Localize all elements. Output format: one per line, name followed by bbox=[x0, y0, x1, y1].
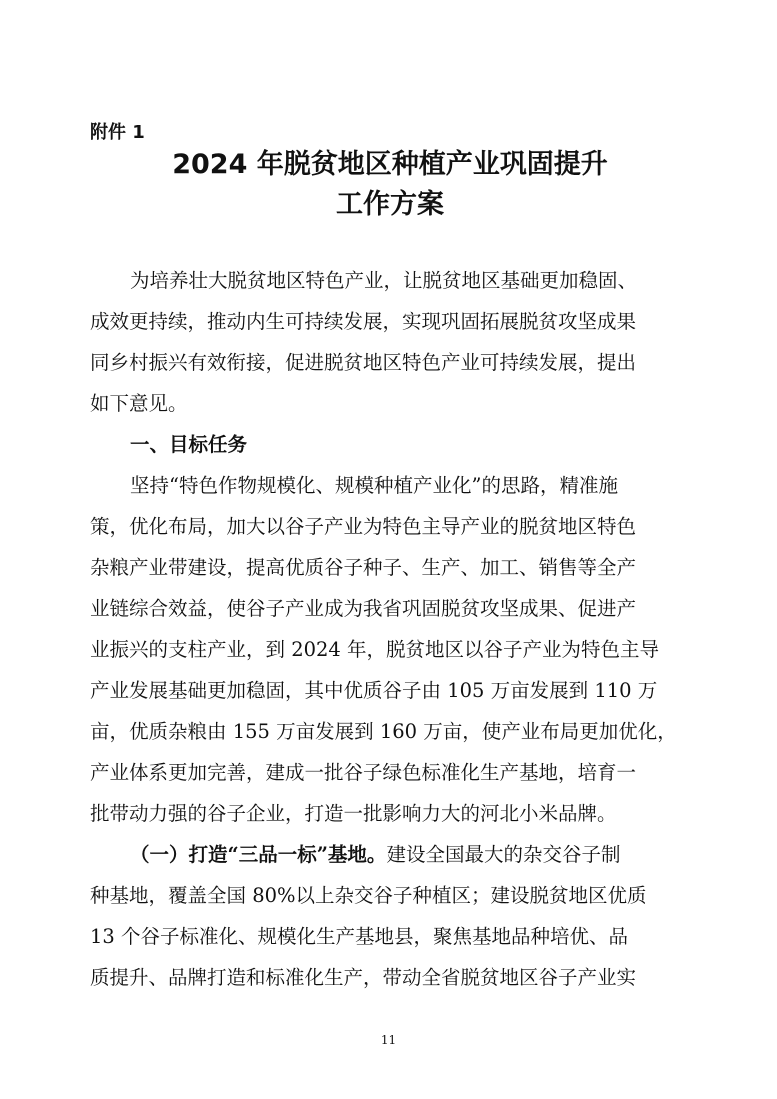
intro-line: 成效更持续，推动内生可持续发展，实现巩固拓展脱贫攻坚成果 bbox=[90, 310, 637, 333]
section-line: 坚持“特色作物规模化、规模种植产业化”的思路，精准施 bbox=[130, 474, 618, 497]
section-line: 批带动力强的谷子企业，打造一批影响力大的河北小米品牌。 bbox=[90, 802, 617, 825]
section-line: 业振兴的支柱产业，到 2024 年，脱贫地区以谷子产业为特色主导 bbox=[90, 638, 660, 661]
intro-line: 为培养壮大脱贫地区特色产业，让脱贫地区基础更加稳固、 bbox=[130, 269, 638, 292]
section-line: 亩，优质杂粮由 155 万亩发展到 160 万亩，使产业布局更加优化， bbox=[90, 720, 677, 743]
section-line: 策，优化布局，加大以谷子产业为特色主导产业的脱贫地区特色 bbox=[90, 515, 637, 538]
subsection-lead: （一）打造“三品一标”基地。 bbox=[130, 843, 387, 866]
subsection-first-line bbox=[90, 839, 690, 871]
section-line: 产业体系更加完善，建成一批谷子绿色标准化生产基地，培育一 bbox=[90, 761, 637, 784]
document-title-line-1: 2024 年脱贫地区种植产业巩固提升 bbox=[172, 149, 608, 180]
section-line: 产业发展基础更加稳固，其中优质谷子由 105 万亩发展到 110 万 bbox=[90, 679, 658, 702]
subsection-line: 13 个谷子标准化、规模化生产基地县，聚焦基地品种培优、品 bbox=[90, 925, 629, 948]
page-number: 11 bbox=[380, 1033, 397, 1047]
intro-line: 同乡村振兴有效衔接，促进脱贫地区特色产业可持续发展，提出 bbox=[90, 351, 637, 374]
section-line: 杂粮产业带建设，提高优质谷子种子、生产、加工、销售等全产 bbox=[90, 556, 637, 579]
attachment-label: 附件 1 bbox=[90, 122, 145, 143]
subsection-lead-rest: 建设全国最大的杂交谷子制 bbox=[386, 843, 621, 866]
subsection-line: 质提升、品牌打造和标准化生产，带动全省脱贫地区谷子产业实 bbox=[90, 966, 637, 989]
section-line: 业链综合效益，使谷子产业成为我省巩固脱贫攻坚成果、促进产 bbox=[90, 597, 637, 620]
subsection-line: 种基地，覆盖全国 80%以上杂交谷子种植区；建设脱贫地区优质 bbox=[90, 884, 647, 907]
document-title-line-2: 工作方案 bbox=[336, 189, 444, 220]
section-heading: 一、目标任务 bbox=[130, 433, 248, 456]
intro-line: 如下意见。 bbox=[90, 392, 188, 415]
